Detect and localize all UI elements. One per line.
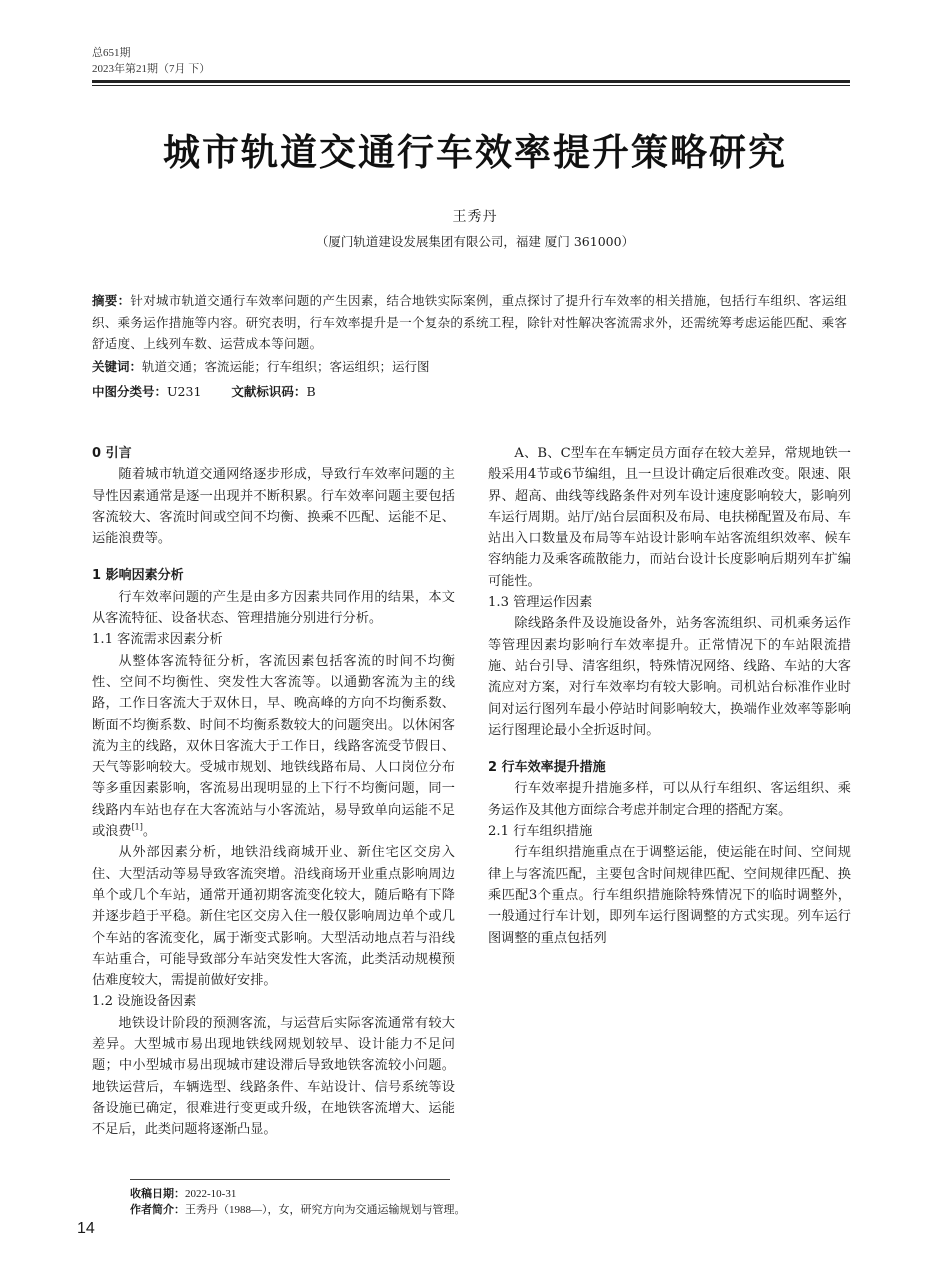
- abstract-text: 针对城市轨道交通行车效率问题的产生因素，结合地铁实际案例，重点探讨了提升行车效率的相关措施，包括行车组织、客运组织、乘务运作措施等内容。研究表明，行车效率提升是一个复杂的系统工程，除针对性解决客流需求外，还需统筹考虑运能匹配、乘客舒适度、上线列车数、运营成本等问题。: [92, 293, 848, 351]
- section-2-title: 2 行车效率提升措施: [488, 760, 606, 776]
- clc-label: 中图分类号：: [92, 384, 168, 399]
- clc-value: U231: [167, 384, 202, 399]
- section-1-1-title: 1.1 客流需求因素分析: [92, 632, 223, 648]
- section-1-2-para-1: 地铁设计阶段的预测客流，与运营后实际客流通常有较大差异。大型城市易出现地铁线网规划较早、设计能力不足问题；中小型城市易出现城市建设滞后导致地铁客流较小问题。地铁运营后，车辆选型、线路条件、车站设计、信号系统等设备设施已确定，很难进行变更或升级，在地铁客流增大、运能不足后，此类问题将逐渐凸显。: [92, 1015, 455, 1138]
- section-1-1-para-1: [92, 651, 455, 843]
- keywords-text: 轨道交通；客流运能；行车组织；客运组织；运行图: [142, 359, 430, 374]
- received-label: 收稿日期：: [130, 1187, 185, 1200]
- issue-date: 2023年第21期（7月 下）: [92, 63, 211, 75]
- page-number: 14: [77, 1220, 95, 1237]
- section-0-title: 0 引言: [92, 446, 132, 461]
- section-2-1-para-1: 行车组织措施重点在于调整运能，使运能在时间、空间规律上与客流匹配，主要包含时间规律匹配、空间规律匹配、换乘匹配3个重点。行车组织措施除特殊情况下的临时调整外，一般通过行车计划，即列车运行图调整的方式实现。列车运行图调整的重点包括列: [488, 845, 851, 946]
- left-column: [92, 443, 455, 1141]
- keywords: [92, 356, 850, 378]
- section-1-2-para-2: A、B、C型车在车辆定员方面存在较大差异，常规地铁一般采用4节或6节编组，且一旦设计确定后很难改变。限速、限界、超高、曲线等线路条件对列车设计速度影响较大，影响列车运行周期。站厅/站台层面积及布局、电扶梯配置及布局、车站出入口数量及布局等车站设计影响车站客流组织效率、候车容纳能力及乘客疏散能力，而站台设计长度影响后期列车扩编可能性。: [488, 446, 851, 589]
- section-1-1-para-1-text: 从整体客流特征分析，客流因素包括客流的时间不均衡性、空间不均衡性、突发性大客流等。以通勤客流为主的线路，工作日客流大于双休日，早、晚高峰的方向不均衡系数、断面不均衡系数、时间不均衡系数较大的问题突出。以休闲客流为主的线路，双休日客流大于工作日，线路客流受节假日、天气等影响较大。受城市规划、地铁线路布局、人口岗位分布等多重因素影响，客流易出现明显的上下行不均衡问题，同一线路内车站也存在大客流站与小客流站，易导致单向运能不足或浪费: [92, 653, 455, 840]
- section-1-para-1: 行车效率问题的产生是由多方因素共同作用的结果，本文从客流特征、设备状态、管理措施分别进行分析。: [92, 589, 455, 627]
- abstract: [92, 290, 850, 355]
- bio-value: 王秀丹（1988—），女，研究方向为交通运输规划与管理。: [185, 1204, 466, 1216]
- received-value: 2022-10-31: [185, 1188, 237, 1200]
- author-bio: [130, 1201, 466, 1217]
- right-column: [488, 443, 851, 949]
- header-rule-thick: [92, 80, 850, 83]
- received-date: [130, 1185, 236, 1201]
- classification: [92, 381, 850, 403]
- abstract-label: 摘要：: [92, 293, 131, 308]
- footnote-rule: [130, 1179, 450, 1180]
- keywords-label: 关键词：: [92, 359, 143, 374]
- section-1-3-para-1: 除线路条件及设施设备外，站务客流组织、司机乘务运作等管理因素均影响行车效率提升。正常情况下的车站限流措施、站台引导、清客组织，特殊情况网络、线路、车站的大客流应对方案，对行车效率均有较大影响。司机站台标准作业时间对运行图列车最小停站时间影响较大，换端作业效率等影响运行图理论最小全折返时间。: [488, 616, 851, 738]
- section-1-3-title: 1.3 管理运作因素: [488, 595, 593, 611]
- section-1-1-para-1-end: 。: [142, 824, 157, 840]
- bio-label: 作者简介：: [130, 1203, 185, 1216]
- citation-1: [1]: [131, 822, 143, 832]
- paper-title: 城市轨道交通行车效率提升策略研究: [163, 131, 787, 174]
- author-name: 王秀丹: [452, 209, 498, 225]
- issue-total: 总651期: [92, 47, 131, 59]
- section-1-1-para-2: 从外部因素分析，地铁沿线商城开业、新住宅区交房入住、大型活动等易导致客流突增。沿线商场开业重点影响周边单个或几个车站，通常开通初期客流变化较大，随后略有下降并逐步趋于平稳。新住宅区交房入住一般仅影响周边单个或几个车站的客流变化，属于渐变式影响。大型活动地点若与沿线车站重合，可能导致部分车站突发性大客流，此类活动规模预估难度较大，需提前做好安排。: [92, 845, 455, 989]
- section-1-2-title: 1.2 设施设备因素: [92, 994, 197, 1010]
- doc-code-label: 文献标识码：: [231, 384, 307, 399]
- section-0-para-1: 随着城市轨道交通网络逐步形成，导致行车效率问题的主导性因素通常是逐一出现并不断积累。行车效率问题主要包括客流较大、客流时间或空间不均衡、换乘不匹配、运能不足、运能浪费等。: [92, 467, 455, 547]
- section-1-title: 1 影响因素分析: [92, 568, 184, 584]
- doc-code-value: B: [306, 384, 316, 399]
- section-2-para-1: 行车效率提升措施多样，可以从行车组织、客运组织、乘务运作及其他方面综合考虑并制定合理的搭配方案。: [488, 781, 851, 818]
- section-2-1-title: 2.1 行车组织措施: [488, 824, 593, 840]
- header-rule-thin: [92, 85, 850, 86]
- author-affiliation: （厦门轨道建设发展集团有限公司，福建 厦门 361000）: [315, 234, 635, 249]
